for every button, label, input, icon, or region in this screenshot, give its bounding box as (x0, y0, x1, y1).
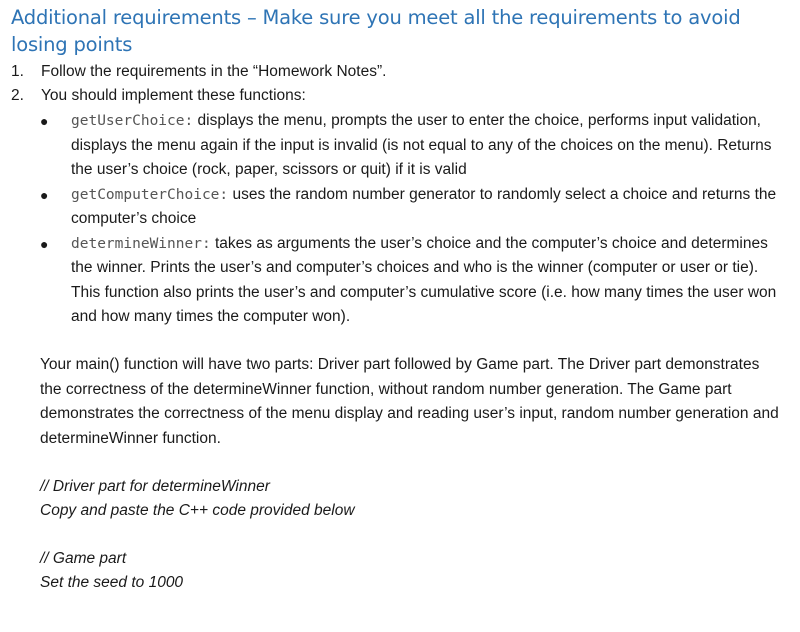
function-bullet-list (40, 109, 785, 330)
list-text: You should implement these functions: (41, 87, 306, 104)
driver-instruction: Copy and paste the C++ code provided below (40, 502, 355, 519)
function-name: getComputerChoice: (71, 186, 229, 203)
bullet-item (40, 109, 785, 183)
function-description: takes as arguments the user’s choice and the computer’s choice and determines the winner. Prints the user’s and computer’s choices and who is the winner (computer or user or tie). This function also prints the user’s and computer’s cumulative score (i.e. how many times the user won and how many times the computer won). (71, 234, 777, 325)
list-item (11, 60, 791, 84)
bullet-dot-icon: ● (40, 235, 49, 252)
main-function-paragraph: Your main() function will have two parts: Driver part followed by Game part. The Driver part demonstrates the correctness of the determineWinner function, without random number generation. The Game part demonstrates the correctness of the menu display and reading user’s input, random number generation and determineWinner function. (40, 356, 779, 447)
section-heading: Additional requirements – Make sure you meet all the requirements to avoid losing points (11, 6, 741, 56)
driver-comment: // Driver part for determineWinner (40, 478, 270, 495)
numbered-list (11, 60, 791, 108)
list-text: Follow the requirements in the “Homework Notes”. (41, 63, 387, 80)
bullet-dot-icon: ● (40, 113, 49, 129)
function-name: getUserChoice: (71, 113, 194, 129)
game-comment: // Game part (40, 550, 127, 567)
bullet-item (40, 232, 785, 330)
bullet-dot-icon: ● (40, 186, 49, 203)
bullet-item (40, 183, 785, 232)
function-description: uses the random number generator to randomly select a choice and returns the computer’s choice (71, 185, 777, 227)
function-description: displays the menu, prompts the user to enter the choice, performs input validation, displays the menu again if the input is invalid (is not equal to any of the choices on the menu). Returns the user’s choice (rock, paper, scissors or quit) if it is valid (71, 112, 772, 178)
list-item (11, 84, 791, 108)
list-number: 1. (11, 63, 24, 80)
function-name: determineWinner: (71, 235, 211, 252)
game-instruction: Set the seed to 1000 (40, 574, 184, 591)
list-number: 2. (11, 87, 24, 104)
